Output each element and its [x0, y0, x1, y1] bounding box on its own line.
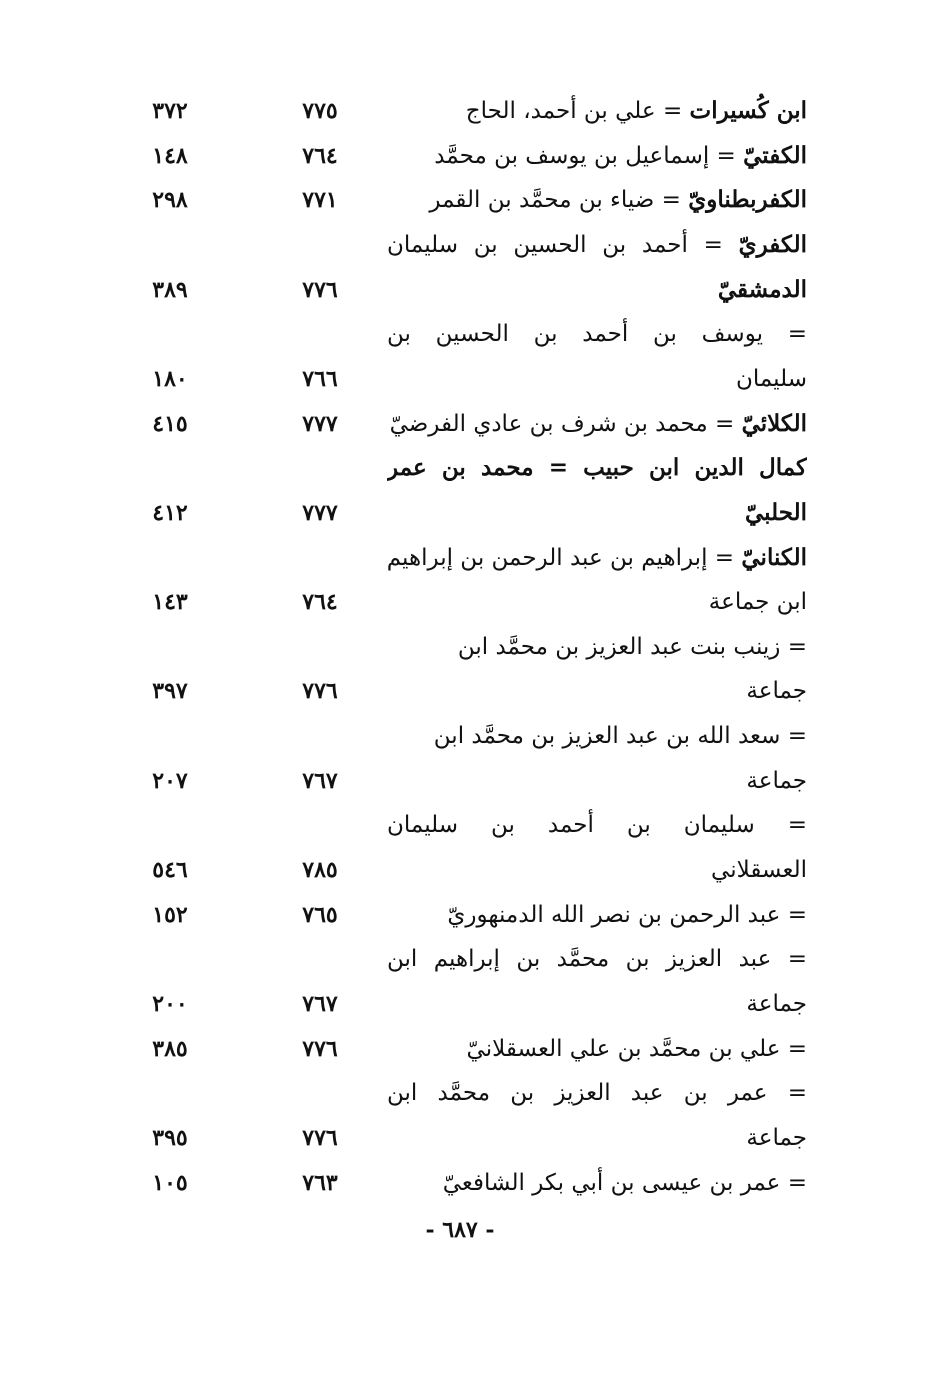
entry-name: = محمد بن شرف بن عادي الفرضيّ — [389, 410, 742, 437]
index-row — [0, 716, 941, 756]
entry-text — [387, 1073, 807, 1113]
entry-heading: الكفتيّ — [743, 141, 807, 169]
entry-text — [387, 359, 807, 399]
entry-name: جماعة — [746, 1124, 807, 1151]
page-reference: ٣٩٥ — [152, 1124, 188, 1151]
index-row — [0, 448, 941, 488]
page-reference: ٤١٢ — [152, 499, 188, 526]
index-row — [0, 627, 941, 667]
entry-heading: الكفربطناويّ — [688, 186, 807, 214]
entry-text — [387, 761, 807, 801]
entry-name: = سعد الله بن عبد العزيز بن محمَّد ابن — [433, 723, 807, 750]
death-year: ٧٦٧ — [302, 991, 338, 1017]
page-reference: ٢٩٨ — [152, 187, 188, 214]
entry-text — [387, 895, 807, 935]
entry-name: = علي بن محمَّد بن علي العسقلانيّ — [466, 1035, 807, 1062]
entry-text — [387, 314, 807, 354]
index-row — [0, 136, 941, 176]
death-year: ٧٦٥ — [302, 901, 338, 928]
index-row — [0, 1029, 941, 1069]
entry-name: جماعة — [746, 767, 807, 794]
index-row — [0, 671, 941, 711]
entry-text — [387, 582, 807, 622]
index-row — [0, 582, 941, 622]
entry-text — [387, 850, 807, 890]
death-year: ٧٨٥ — [302, 857, 338, 884]
entry-name: سليمان — [735, 365, 807, 392]
entry-text — [387, 1029, 807, 1069]
index-row — [0, 225, 941, 265]
entry-heading: الكفريّ — [738, 230, 807, 258]
entry-text — [387, 627, 807, 667]
entry-text — [387, 671, 807, 711]
page-reference: ١٨٠ — [152, 365, 188, 392]
page-reference: ١٥٢ — [152, 901, 188, 928]
death-year: ٧٧٦ — [302, 276, 338, 303]
entry-name: ابن جماعة — [708, 589, 807, 616]
entry-text — [387, 538, 807, 578]
entry-name: = عبد الرحمن بن نصر الله الدمنهوريّ — [447, 901, 807, 928]
entry-heading: الحلبيّ — [745, 498, 807, 526]
page-reference: ١٤٨ — [152, 142, 188, 169]
entry-name: = إسماعيل بن يوسف بن محمَّد — [434, 142, 744, 169]
entry-name: = عمر بن عبد العزيز بن محمَّد ابن — [387, 1080, 807, 1107]
index-row — [0, 984, 941, 1024]
death-year: ٧٧٦ — [302, 1035, 338, 1062]
index-row — [0, 314, 941, 354]
index-row — [0, 91, 941, 131]
index-row — [0, 850, 941, 890]
page-reference: ٥٤٦ — [152, 857, 188, 884]
entry-text — [387, 270, 807, 310]
entry-text — [387, 1118, 807, 1158]
index-row — [0, 761, 941, 801]
index-row — [0, 404, 941, 444]
entry-text — [387, 493, 807, 533]
death-year: ٧٦٣ — [302, 1169, 338, 1196]
entry-name: جماعة — [746, 678, 807, 705]
entry-text — [387, 448, 807, 488]
index-row — [0, 1073, 941, 1113]
index-row — [0, 939, 941, 979]
entry-text — [387, 1163, 807, 1203]
entry-text — [387, 91, 807, 131]
death-year: ٧٧٦ — [302, 1124, 338, 1151]
entry-text — [387, 404, 807, 444]
death-year: ٧٧٦ — [302, 678, 338, 705]
index-row — [0, 270, 941, 310]
index-row — [0, 1163, 941, 1203]
entry-heading: الدمشقيّ — [717, 275, 807, 303]
entry-name: = يوسف بن أحمد بن الحسين بن — [387, 321, 807, 348]
entry-name: = عبد العزيز بن محمَّد بن إبراهيم ابن — [387, 946, 807, 973]
entry-heading: الكنانيّ — [741, 543, 807, 571]
page-reference: ٣٩٧ — [152, 678, 188, 705]
entry-name: = ضياء بن محمَّد بن القمر — [429, 187, 689, 214]
entry-text — [387, 136, 807, 176]
entry-text — [387, 984, 807, 1024]
index-row — [0, 493, 941, 533]
death-year: ٧٧٧ — [302, 410, 338, 437]
entry-name: = علي بن أحمد، الحاج — [465, 98, 690, 124]
index-row — [0, 538, 941, 578]
death-year: ٧٦٤ — [302, 589, 338, 616]
page-reference: ٢٠٧ — [152, 767, 188, 794]
index-row — [0, 359, 941, 399]
entry-name: = عمر بن عيسى بن أبي بكر الشافعيّ — [442, 1169, 807, 1196]
index-row — [0, 1118, 941, 1158]
entry-text — [387, 225, 807, 265]
entry-text — [387, 939, 807, 979]
death-year: ٧٧١ — [302, 187, 338, 214]
page-reference: ٣٧٢ — [152, 98, 188, 124]
entry-heading: كمال الدين ابن حبيب = محمد بن عمر — [387, 454, 807, 482]
death-year: ٧٦٧ — [302, 767, 338, 794]
page-reference: ١٤٣ — [152, 589, 188, 616]
entry-text — [387, 716, 807, 756]
entry-name: = إبراهيم بن عبد الرحمن بن إبراهيم — [387, 544, 742, 571]
entry-name: = زينب بنت عبد العزيز بن محمَّد ابن — [457, 633, 807, 660]
entry-name: العسقلاني — [711, 857, 807, 884]
page-reference: ١٠٥ — [152, 1169, 188, 1196]
entry-text — [387, 805, 807, 845]
page-reference: ٤١٥ — [152, 410, 188, 437]
entry-name: جماعة — [746, 991, 807, 1017]
death-year: ٧٦٤ — [302, 142, 338, 169]
death-year: ٧٧٥ — [302, 98, 338, 124]
entry-heading: الكلائيّ — [741, 409, 807, 437]
page-reference: ٣٨٩ — [152, 276, 188, 303]
death-year: ٧٦٦ — [302, 365, 338, 392]
entry-name: = سليمان بن أحمد بن سليمان — [387, 812, 807, 839]
entry-name: = أحمد بن الحسين بن سليمان — [387, 231, 739, 258]
page-number: - ٦٨٧ - — [425, 1217, 495, 1243]
page-reference: ٢٠٠ — [152, 991, 188, 1017]
page-reference: ٣٨٥ — [152, 1035, 188, 1062]
entry-text — [387, 180, 807, 220]
entry-heading: ابن كُسيرات — [689, 97, 807, 124]
index-row — [0, 180, 941, 220]
index-row — [0, 805, 941, 845]
index-row — [0, 895, 941, 935]
death-year: ٧٧٧ — [302, 499, 338, 526]
